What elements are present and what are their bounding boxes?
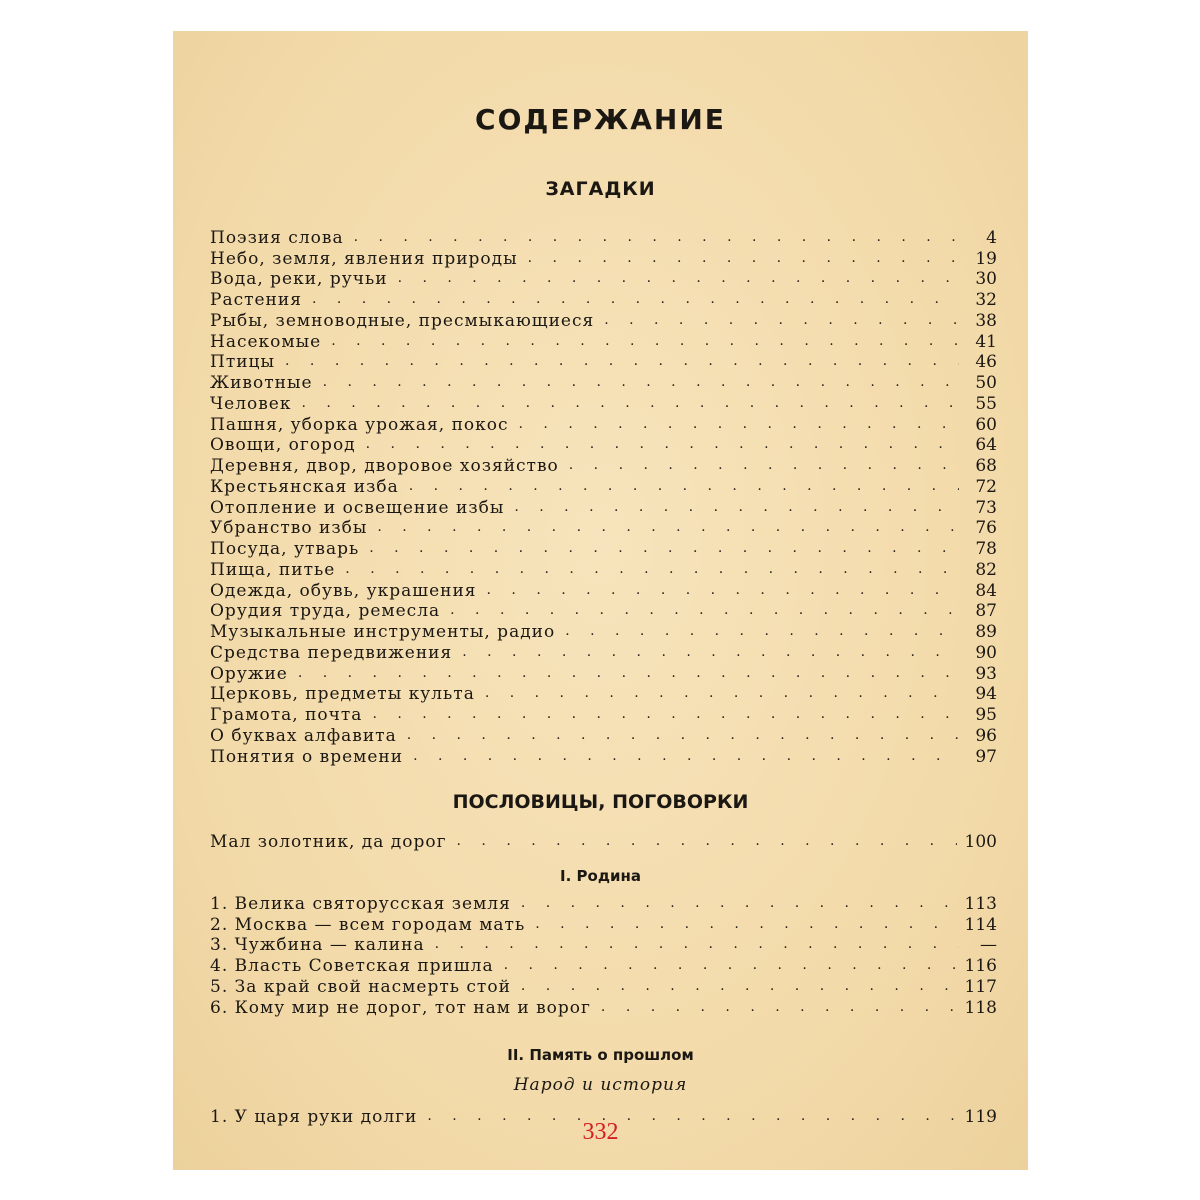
toc-entry-page: 89 <box>975 622 997 642</box>
toc-entry-title: Птицы <box>210 352 276 373</box>
toc-entry <box>210 914 997 935</box>
toc-entry <box>210 372 997 393</box>
dot-leader <box>407 728 959 742</box>
dot-leader <box>369 541 959 555</box>
toc-entry-page: 96 <box>975 725 997 746</box>
toc-entry-page: 68 <box>975 456 997 476</box>
dot-leader <box>285 354 959 368</box>
toc-entry <box>210 435 997 456</box>
toc-entry-title: Отопление и освещение избы <box>210 497 505 518</box>
toc-entry-title: Оружие <box>210 663 288 684</box>
page-number: 332 <box>582 1119 619 1145</box>
toc-entry <box>210 497 997 518</box>
toc-entry-page: 100 <box>964 831 997 852</box>
toc-entry-title: Рыбы, земноводные, пресмыкающиеся <box>210 310 595 331</box>
dot-leader <box>535 917 956 931</box>
toc-entry-title: 6. Кому мир не дорог, тот нам и ворог <box>210 997 591 1018</box>
toc-entry <box>210 955 997 976</box>
dot-leader <box>435 937 959 951</box>
toc-entry-page: 55 <box>975 393 997 414</box>
toc-entry <box>210 997 997 1018</box>
toc-entry-title: Вода, реки, ручьи <box>210 269 388 290</box>
toc-entry <box>210 414 997 435</box>
dot-leader <box>504 958 957 972</box>
toc-entry-title: 3. Чужбина — калина <box>210 935 425 956</box>
toc-entry-title: Музыкальные инструменты, радио <box>210 622 556 642</box>
dot-leader <box>372 707 959 721</box>
toc-entry <box>210 580 997 601</box>
toc-entry <box>210 227 997 248</box>
toc-entry <box>210 601 997 622</box>
toc-entry-title: Церковь, предметы культа <box>210 684 475 705</box>
toc-entry-page: 117 <box>964 976 997 997</box>
toc-entry-page: 41 <box>975 331 997 352</box>
toc-entry-page: 46 <box>975 352 997 373</box>
toc-entry <box>210 352 997 373</box>
dot-leader <box>398 271 959 285</box>
dot-leader <box>521 979 957 993</box>
toc-entry-page: 116 <box>964 956 997 976</box>
dot-leader <box>331 334 959 348</box>
toc-entry-page: 114 <box>964 914 997 935</box>
toc-entry-title: Крестьянская изба <box>210 476 399 497</box>
toc-entry-page: 94 <box>975 684 997 705</box>
toc-entry-page: 87 <box>975 601 997 622</box>
toc-entry <box>210 289 997 310</box>
toc-entry <box>210 310 997 331</box>
toc-entry-page: 119 <box>964 1106 997 1127</box>
toc-entry-title: Поэзия слова <box>210 227 344 248</box>
toc-entry-page: 50 <box>975 373 997 393</box>
dot-leader <box>604 313 959 327</box>
dot-leader <box>565 624 959 638</box>
toc-entry <box>210 621 997 642</box>
toc-entry <box>210 893 997 914</box>
toc-entry-page: 93 <box>975 663 997 684</box>
toc-entry <box>210 248 997 269</box>
toc-entry <box>210 518 997 539</box>
toc-entry-title: 1. У царя руки долги <box>210 1106 418 1127</box>
dot-leader <box>413 749 959 763</box>
toc-entry-title: 1. Велика святорусская земля <box>210 893 511 914</box>
section-heading-proverbs: ПОСЛОВИЦЫ, ПОГОВОРКИ <box>452 791 749 813</box>
toc-entry-title: Овощи, огород <box>210 435 356 456</box>
toc-entry <box>210 663 997 684</box>
toc-entry-page: 38 <box>975 310 997 331</box>
toc-entry-title: Пища, питье <box>210 559 336 580</box>
toc-entry-page: 95 <box>975 705 997 725</box>
toc-entry <box>210 331 997 352</box>
dot-leader <box>519 417 959 431</box>
dot-leader <box>450 603 959 617</box>
dot-leader <box>409 479 959 493</box>
toc-entry-title: Деревня, двор, дворовое хозяйство <box>210 456 559 476</box>
toc-entry-page: 60 <box>975 414 997 435</box>
toc-entry-page: 76 <box>975 518 997 539</box>
toc-entry-page: 19 <box>975 248 997 269</box>
toc-entry-page: 84 <box>975 580 997 601</box>
dot-leader <box>528 251 959 265</box>
dot-leader <box>345 562 959 576</box>
toc-entry-title: О буквах алфавита <box>210 725 397 746</box>
dot-leader <box>312 292 959 306</box>
toc-entry-page: 73 <box>975 497 997 518</box>
toc-entry-page: 82 <box>975 559 997 580</box>
toc-entry-page: 78 <box>975 539 997 559</box>
toc-entry <box>210 269 997 290</box>
toc-entry-page: 90 <box>975 642 997 663</box>
dot-leader <box>485 686 959 700</box>
toc-entry-title: Человек <box>210 393 292 414</box>
toc-entry <box>210 935 997 956</box>
toc-entry-title: Пашня, уборка урожая, покос <box>210 414 509 435</box>
toc-entry-title: Небо, земля, явления природы <box>210 248 518 269</box>
dot-leader <box>457 834 957 848</box>
subsection-heading-pamyat: II. Память о прошлом <box>507 1046 694 1064</box>
dot-leader <box>601 1000 957 1014</box>
toc-entry <box>210 559 997 580</box>
toc-entry-title: Средства передвижения <box>210 642 453 663</box>
toc-entry <box>210 746 997 767</box>
toc-entry-title: Животные <box>210 373 313 393</box>
toc-entry-title: Растения <box>210 290 302 310</box>
subsection-heading-rodina: I. Родина <box>560 867 641 885</box>
page-title: СОДЕРЖАНИЕ <box>475 103 726 136</box>
riddles-toc-list <box>210 227 997 767</box>
toc-entry <box>210 538 997 559</box>
proverbs-intro-list <box>210 831 997 852</box>
toc-entry-title: Орудия труда, ремесла <box>210 601 441 622</box>
dot-leader <box>569 458 959 472</box>
dot-leader <box>302 396 960 410</box>
subsection-subheading: Народ и история <box>513 1075 688 1095</box>
toc-entry <box>210 976 997 997</box>
toc-entry-page: 97 <box>975 746 997 767</box>
toc-entry-title: Посуда, утварь <box>210 539 360 559</box>
toc-entry-title: Понятия о времени <box>210 746 404 767</box>
section-heading-riddles: ЗАГАДКИ <box>545 178 656 200</box>
toc-entry <box>210 831 997 852</box>
toc-entry-title: Насекомые <box>210 331 322 352</box>
toc-entry <box>210 393 997 414</box>
dot-leader <box>298 666 959 680</box>
dot-leader <box>366 437 959 451</box>
toc-entry-page: 30 <box>975 269 997 290</box>
dot-leader <box>487 583 959 597</box>
toc-entry-title: Одежда, обувь, украшения <box>210 580 477 601</box>
toc-entry-page: 64 <box>975 435 997 456</box>
toc-entry <box>210 704 997 725</box>
toc-entry-page: 72 <box>975 476 997 497</box>
toc-entry <box>210 476 997 497</box>
dot-leader <box>514 500 959 514</box>
toc-entry <box>210 684 997 705</box>
toc-entry-page: 113 <box>964 893 997 914</box>
dot-leader <box>521 896 957 910</box>
dot-leader <box>323 375 959 389</box>
toc-entry-title: 2. Москва — всем городам мать <box>210 914 526 935</box>
toc-entry-page: 32 <box>975 290 997 310</box>
toc-entry-title: Грамота, почта <box>210 705 363 725</box>
rodina-toc-list <box>210 893 997 1018</box>
toc-entry-title: 5. За край свой насмерть стой <box>210 976 511 997</box>
toc-entry <box>210 455 997 476</box>
toc-entry-page: 4 <box>986 227 997 248</box>
toc-entry-page: 118 <box>964 997 997 1018</box>
toc-entry <box>210 642 997 663</box>
toc-entry <box>210 725 997 746</box>
toc-entry-title: 4. Власть Советская пришла <box>210 956 494 976</box>
dot-leader <box>377 520 959 534</box>
toc-entry-page: — <box>980 935 997 956</box>
toc-entry-title: Мал золотник, да дорог <box>210 831 447 852</box>
dot-leader <box>354 230 959 244</box>
toc-entry-title: Убранство избы <box>210 518 368 539</box>
dot-leader <box>462 645 959 659</box>
book-page <box>173 31 1028 1170</box>
